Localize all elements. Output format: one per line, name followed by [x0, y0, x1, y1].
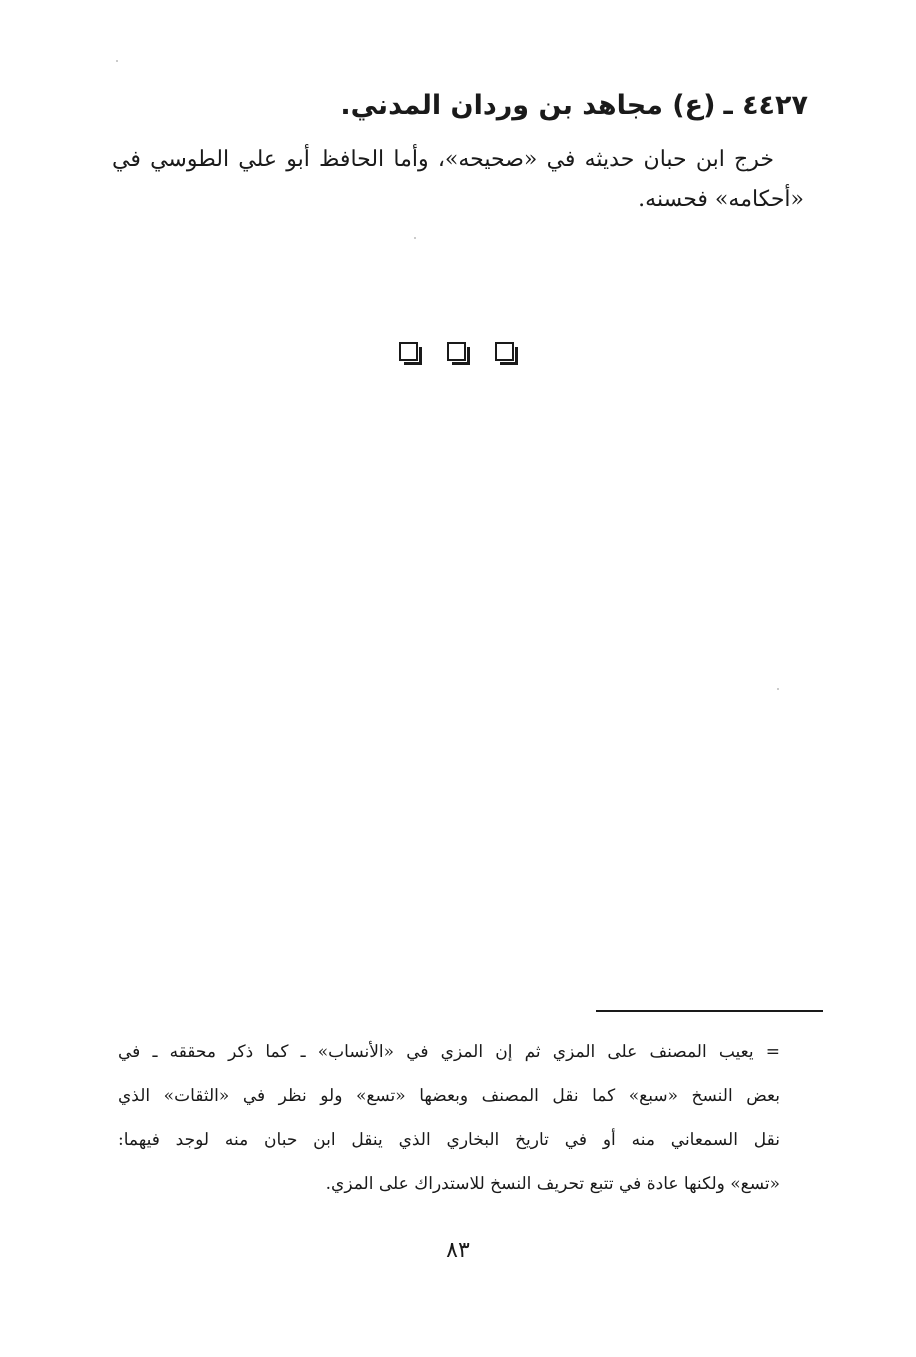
page-number: ٨٣ [446, 1238, 470, 1263]
entry-body-text: خرج ابن حبان حديثه في «صحيحه»، وأما الحافظ أبو علي الطوسي في «أحكامه» فحسنه. [112, 147, 804, 212]
box-icon [399, 342, 421, 364]
footnote-block [118, 1030, 780, 1206]
entry-heading [340, 86, 808, 126]
footnote-line: = يعيب المصنف على المزي ثم إن المزي في «الأنساب» ـ كما ذكر محققه ـ في [118, 1042, 780, 1062]
section-divider-ornament [0, 342, 916, 364]
scan-speck [414, 237, 416, 239]
scan-speck [116, 60, 118, 62]
box-icon [495, 342, 517, 364]
footnote-line: نقل السمعاني منه أو في تاريخ البخاري الذي ينقل ابن حبان منه لوجد فيهما: [118, 1130, 780, 1150]
footnote-separator [596, 1010, 823, 1012]
footnote-line: بعض النسخ «سبع» كما نقل المصنف وبعضها «تسع» ولو نظر في «الثقات» الذي [118, 1086, 780, 1106]
entry-body [112, 140, 804, 220]
box-icon [447, 342, 469, 364]
entry-number: ٤٤٢٧ ـ [723, 90, 808, 121]
entry-heading-text: (ع) مجاهد بن وردان المدني. [340, 90, 716, 121]
scan-speck [777, 688, 779, 690]
footnote-line: «تسع» ولكنها عادة في تتبع تحريف النسخ للاستدراك على المزي. [325, 1174, 780, 1194]
